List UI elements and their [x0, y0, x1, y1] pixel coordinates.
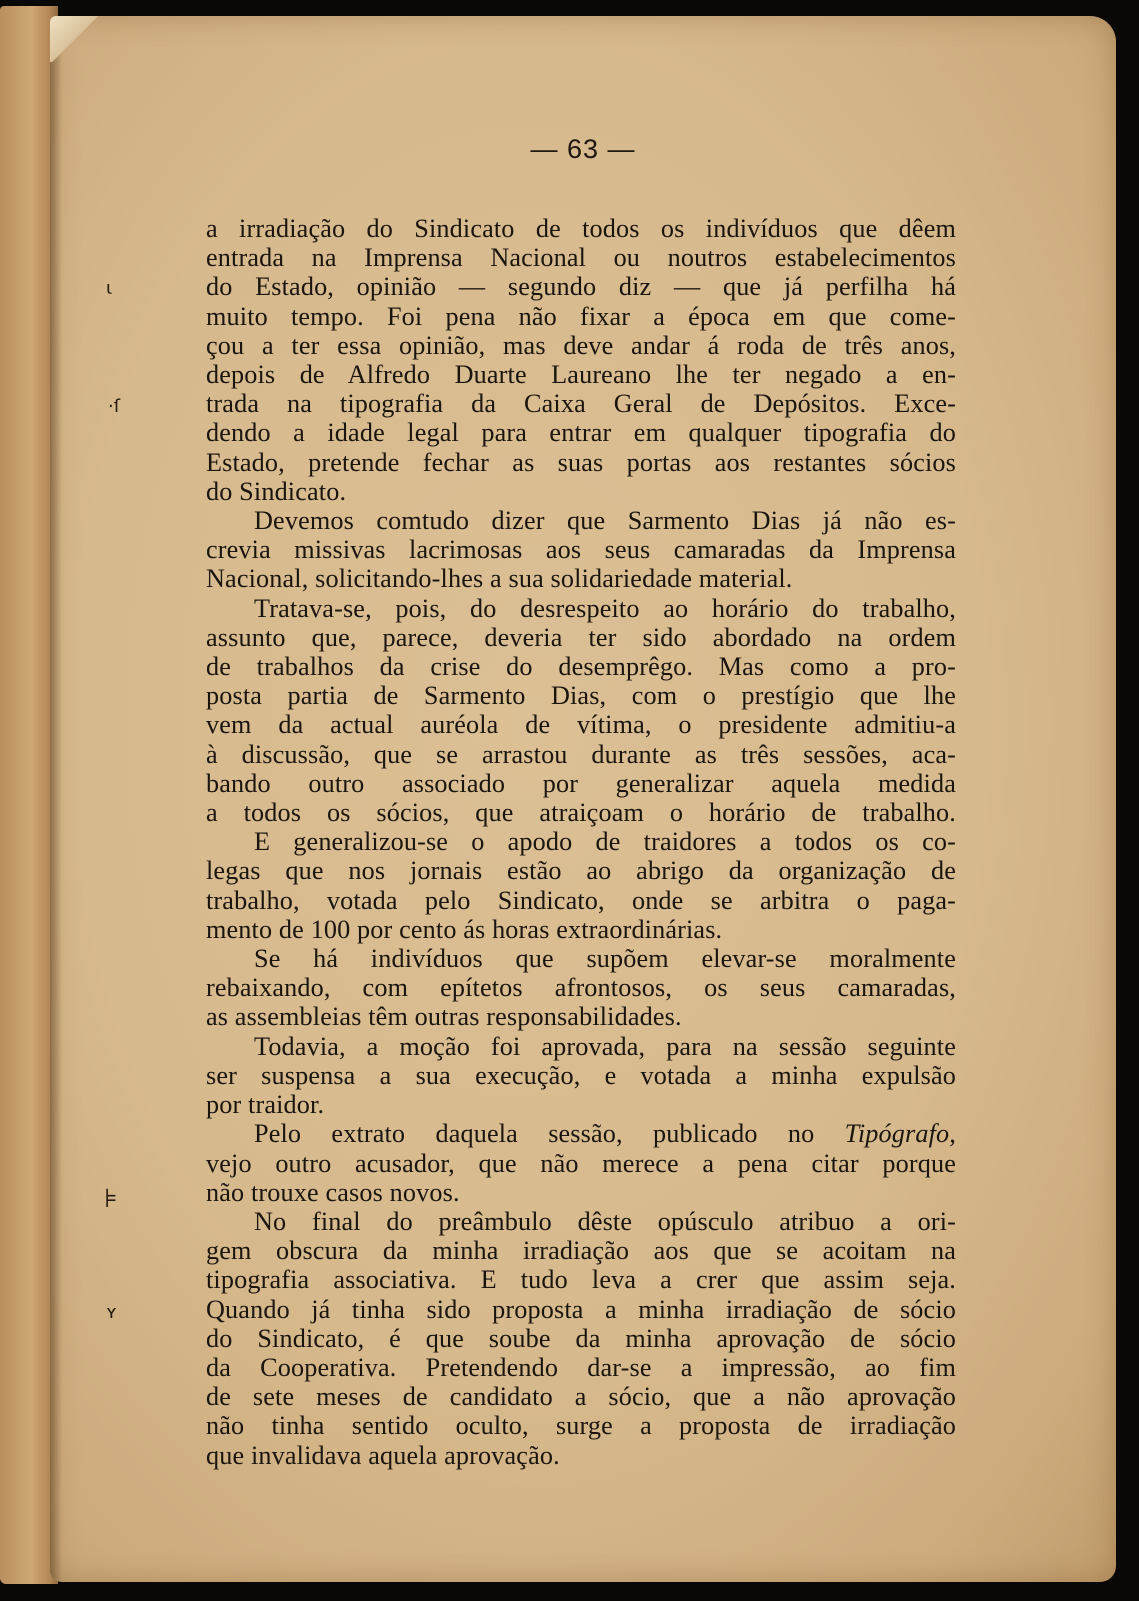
text-line: do Sindicato, é que soube da minha aprovação de sócio [206, 1323, 956, 1353]
margin-mark: ι [106, 278, 113, 299]
text-line: trada na tipografia da Caixa Geral de Depósitos. Exce- [206, 389, 956, 419]
text-line: as assembleias têm outras responsabilidades. [206, 1002, 682, 1032]
text-line: de trabalhos da crise do desemprêgo. Mas como a pro- [206, 652, 956, 682]
text-line: Quando já tinha sido proposta a minha irradiação de sócio [206, 1294, 956, 1324]
text-line: crevia missivas lacrimosas aos seus camaradas da Imprensa [206, 535, 956, 565]
text-line: gem obscura da minha irradiação aos que se acoitam na [206, 1236, 956, 1266]
text-line: trabalho, votada pelo Sindicato, onde se arbitra o paga- [206, 885, 956, 915]
folded-corner [50, 16, 110, 62]
text-line: mento de 100 por cento ás horas extraordinárias. [206, 914, 723, 944]
text-line: a todos os sócios, que atraiçoam o horário de trabalho. [206, 798, 956, 828]
text-line: Nacional, solicitando-lhes a sua solidariedade material. [206, 564, 793, 594]
spine-shadow [50, 16, 62, 1582]
text-line: ser suspensa a sua execução, e votada a minha expulsão [206, 1060, 956, 1090]
text-line: muito tempo. Foi pena não fixar a época em que come- [206, 301, 956, 331]
text-line: vem da actual auréola de vítima, o presidente admitiu-a [206, 710, 956, 740]
text-line: posta partia de Sarmento Dias, com o prestígio que lhe [206, 681, 956, 711]
text-line: depois de Alfredo Duarte Laureano lhe ter negado a en- [206, 360, 956, 390]
margin-mark: ʏ [106, 1302, 117, 1323]
text-line: do Estado, opinião — segundo diz — que já perfilha há [206, 272, 956, 302]
text-line: que invalidava aquela aprovação. [206, 1440, 560, 1470]
text-line: não trouxe casos novos. [206, 1177, 460, 1207]
margin-mark: ·ſ [108, 396, 121, 417]
text-line: rebaixando, com epítetos afrontosos, os seus camaradas, [206, 973, 956, 1003]
text-line [206, 1119, 956, 1148]
text-line: tipografia associativa. E tudo leva a crer que assim seja. [206, 1265, 956, 1295]
text-line: vejo outro acusador, que não merece a pena citar porque [206, 1148, 956, 1178]
publication-title: Tipógrafo, [844, 1119, 956, 1149]
text-line: çou a ter essa opinião, mas deve andar á roda de três anos, [206, 330, 956, 360]
text-line: legas que nos jornais estão ao abrigo da organização de [206, 856, 956, 886]
text-line: a irradiação do Sindicato de todos os indivíduos que dêem [206, 214, 956, 243]
text-line: Se há indivíduos que supõem elevar-se moralmente [254, 944, 956, 974]
text-line: No final do preâmbulo dêste opúsculo atribuo a ori- [254, 1206, 956, 1236]
text-line: E generalizou-se o apodo de traidores a todos os co- [254, 827, 956, 857]
book-page [50, 16, 1116, 1582]
text-segment: Pelo extrato daquela sessão, publicado no [254, 1119, 845, 1149]
text-line: por traidor. [206, 1090, 325, 1120]
text-line: dendo a idade legal para entrar em qualquer tipografia do [206, 418, 956, 448]
text-line: assunto que, parece, deveria ter sido abordado na ordem [206, 622, 956, 652]
text-line: do Sindicato. [206, 476, 347, 506]
page-number: — 63 — [530, 134, 636, 164]
text-line: entrada na Imprensa Nacional ou noutros estabelecimentos [206, 243, 956, 273]
text-line: de sete meses de candidato a sócio, que a não aprovação [206, 1382, 956, 1412]
margin-mark: ⊧ [104, 1184, 118, 1214]
text-line: Tratava-se, pois, do desrespeito ao horário do trabalho, [254, 593, 956, 623]
text-line: da Cooperativa. Pretendendo dar-se a impressão, ao fim [206, 1352, 956, 1382]
text-line: não tinha sentido oculto, surge a proposta de irradiação [206, 1411, 956, 1441]
text-line: Devemos comtudo dizer que Sarmento Dias já não es- [254, 506, 956, 536]
body-text [206, 214, 956, 1470]
text-line: Todavia, a moção foi aprovada, para na sessão seguinte [254, 1031, 956, 1061]
text-line: Estado, pretende fechar as suas portas aos restantes sócios [206, 447, 956, 477]
text-line: à discussão, que se arrastou durante as três sessões, aca- [206, 739, 956, 769]
text-line: bando outro associado por generalizar aquela medida [206, 768, 956, 798]
